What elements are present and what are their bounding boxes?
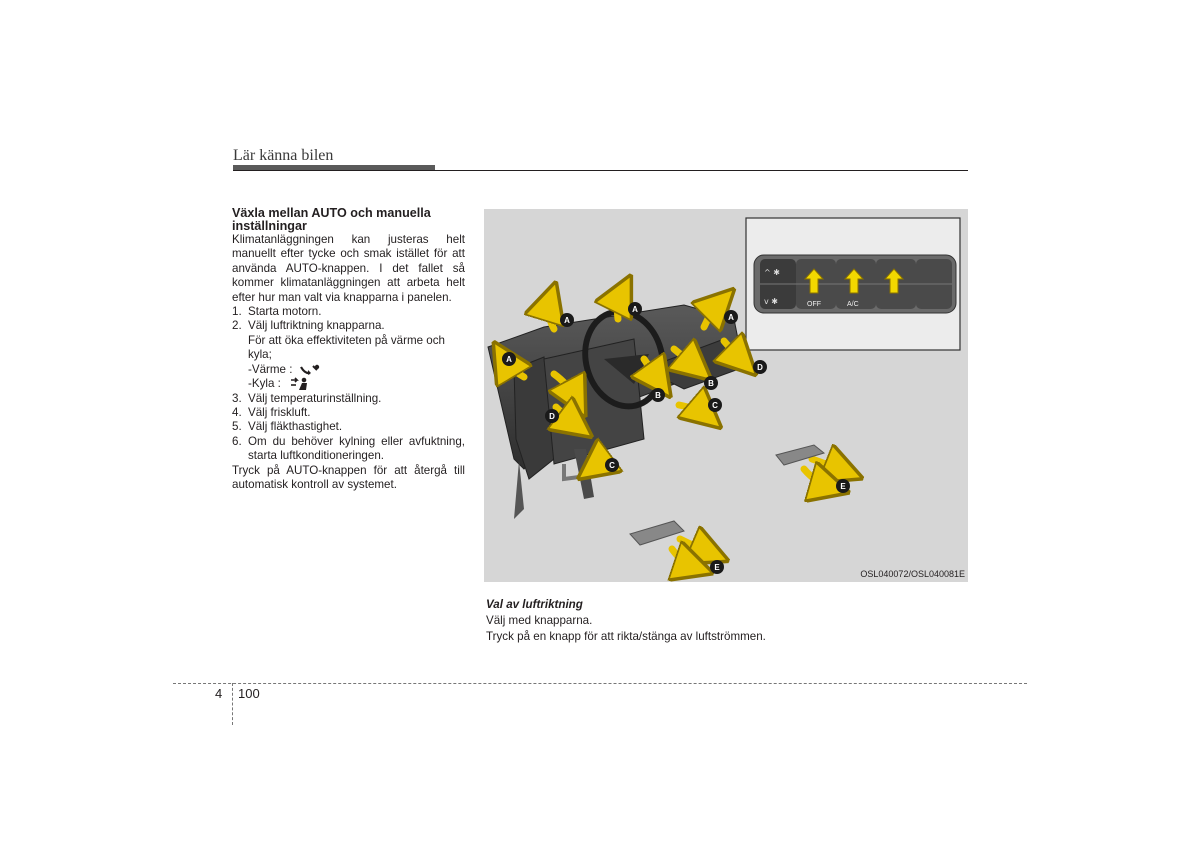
svg-text:B: B: [708, 379, 714, 388]
svg-text:D: D: [757, 363, 763, 372]
svg-text:B: B: [655, 391, 661, 400]
control-panel-inset: [746, 218, 960, 350]
section-title: Lär känna bilen: [233, 147, 334, 164]
dashboard-illustration: [484, 209, 968, 582]
intro-paragraph: Klimatanläggningen kan justeras helt manuellt efter tycke och smak istället för att använda AUTO-knappen. I det fallet så kommer klimatanläggningen att arbeta helt efter hur man valt via knapparna i panelen.: [232, 233, 465, 304]
cool-option: [232, 377, 465, 391]
step-text: Starta motorn.: [248, 305, 322, 319]
svg-text:D: D: [549, 412, 555, 421]
svg-text:^ ✱: ^ ✱: [764, 268, 780, 277]
footer-divider: [232, 683, 233, 725]
step-item: [232, 435, 465, 464]
airflow-figure: [484, 209, 968, 582]
cool-label: -Kyla :: [248, 377, 281, 391]
step-text: Välj luftriktning knapparna.: [248, 319, 385, 333]
front-floor-vent: [630, 521, 684, 545]
figure-caption: [486, 597, 966, 645]
page-number: 100: [238, 686, 260, 701]
step-item: [232, 319, 465, 333]
step-item: [232, 392, 465, 406]
step-number: 2.: [232, 319, 242, 333]
step-item: [232, 406, 465, 420]
off-button-label: OFF: [807, 301, 821, 308]
step-number: 4.: [232, 405, 242, 419]
step-number: 6.: [232, 434, 242, 448]
step-text: Välj fläkthastighet.: [248, 420, 343, 434]
section-heading: Växla mellan AUTO och manuella inställningar: [232, 206, 431, 233]
floor-defrost-mode-icon: [300, 364, 320, 376]
face-vent-mode-icon: [288, 377, 310, 391]
figure-code: OSL040072/OSL040081E: [860, 569, 965, 579]
caption-line-1: Välj med knapparna.: [486, 614, 593, 627]
step-item: [232, 420, 465, 434]
svg-text:v ✱: v ✱: [764, 297, 778, 306]
header-rule: [233, 170, 968, 171]
chapter-number: 4: [215, 686, 223, 701]
step-text: Om du behöver kylning eller avfuktning, starta luftkonditioneringen.: [248, 434, 465, 463]
step-item: [232, 305, 465, 319]
step-number: 5.: [232, 420, 242, 434]
heat-label: -Värme :: [248, 362, 293, 376]
svg-text:A: A: [728, 313, 734, 322]
step-number: 1.: [232, 305, 242, 319]
step-text: Välj temperaturinställning.: [248, 391, 382, 405]
svg-text:C: C: [712, 401, 718, 410]
svg-text:A: A: [632, 305, 638, 314]
svg-text:A: A: [564, 316, 570, 325]
footer-rule: [173, 683, 1027, 684]
step-text: Välj friskluft.: [248, 405, 311, 419]
step2-note: För att öka effektiviteten på värme och kyla;: [248, 333, 445, 362]
caption-line-2: Tryck på en knapp för att rikta/stänga av luftströmmen.: [486, 630, 766, 643]
ac-button-label: A/C: [847, 301, 859, 308]
closing-paragraph: Tryck på AUTO-knappen för att återgå till automatisk kontroll av systemet.: [232, 463, 465, 491]
svg-text:C: C: [609, 461, 615, 470]
step-number: 3.: [232, 391, 242, 405]
svg-text:E: E: [840, 482, 846, 491]
instructions-column: [232, 207, 465, 492]
svg-text:E: E: [714, 563, 720, 572]
caption-title: Val av luftriktning: [486, 598, 583, 611]
heat-option: [232, 363, 465, 377]
svg-text:A: A: [506, 355, 512, 364]
